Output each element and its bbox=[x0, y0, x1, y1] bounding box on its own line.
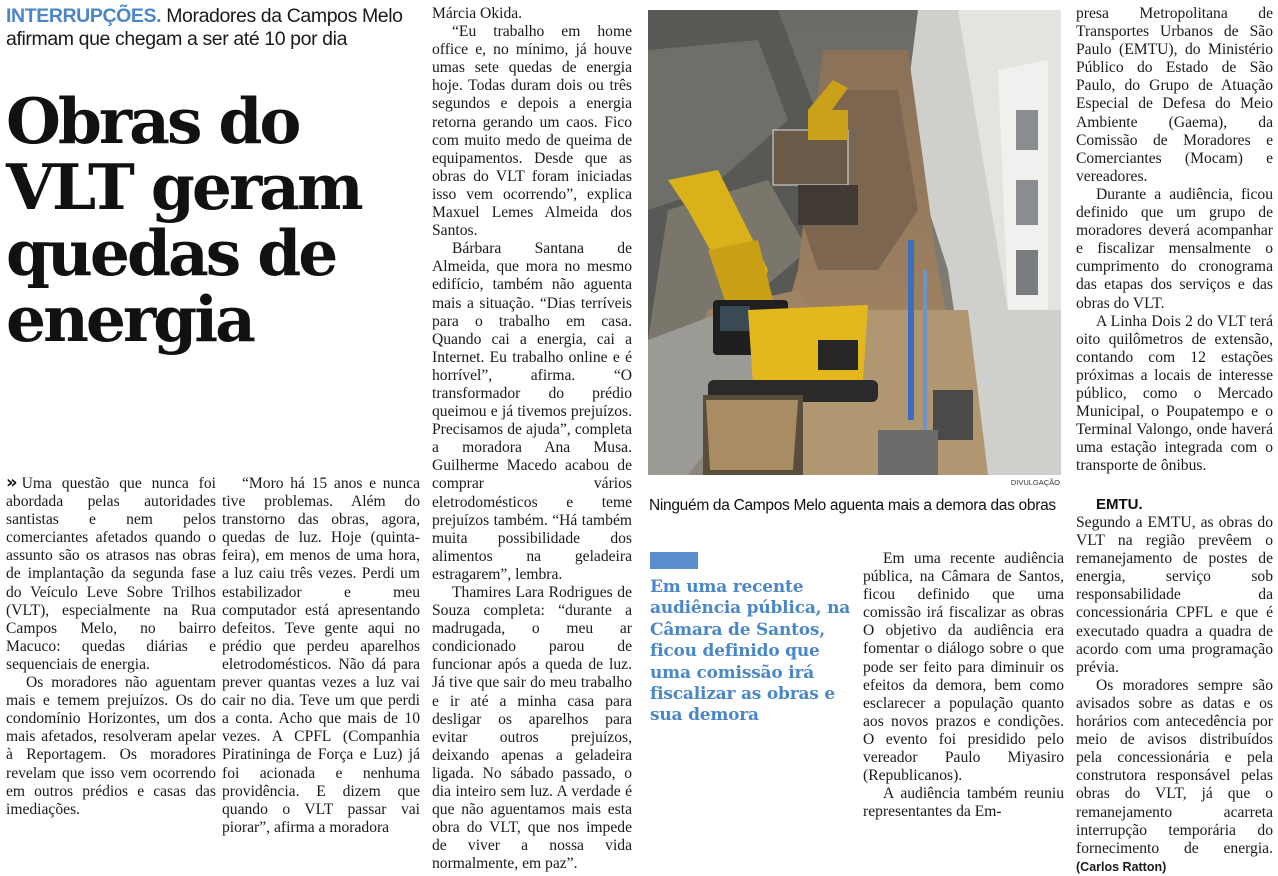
paragraph: Durante a audiência, ficou definido que um grupo de moradores deverá acompanhar e fiscalizar mensalmente o cumprimento do cronograma das etapas dos serviços e das obras do VLT. bbox=[1076, 185, 1273, 312]
headline bbox=[6, 84, 426, 356]
paragraph: Márcia Okida. bbox=[432, 5, 523, 22]
article-column-4 bbox=[863, 550, 1064, 825]
construction-photo bbox=[648, 10, 1061, 475]
headline-line-2: VLT geram bbox=[6, 150, 361, 224]
excavator-street-photo-image bbox=[648, 10, 1061, 475]
paragraph: “Moro há 15 anos e nunca tive problemas. Além do transtorno das obras, agora, quedas de luz. Hoje (quinta-feira), em menos de uma hora, a luz caiu três vezes. Perdi um estabilizador e meu computador está apresentando defeitos. Teve gente aqui no prédio que perdeu aparelhos eletrodomésticos. Não dá para prever quantas vezes a luz vai cair no dia. Teve um que perdi a conta. Acho que mais de 10 vezes. A CPFL (Companhia Piratininga de Força e Luz) já foi acionada e nenhuma providência. E dizem que quando o VLT passar vai piorar”, afirma a moradora bbox=[222, 475, 420, 836]
paragraph: Thamires Lara Rodrigues de Souza completa: “durante a madrugada, o meu ar condicionado parou de funcionar após a queda de luz. Já tive que sair do meu trabalho e ir até a minha casa para desligar os aparelhos para evitar outros prejuízos, deixando apenas a geladeira ligada. No sábado passado, o dia inteiro sem luz. A verdade é que não aguentamos mais esta obra do VLT, que nos impede de viver a nossa vida normalmente, em paz”. bbox=[432, 584, 632, 873]
pullquote: Em uma recente audiência pública, na Câmara de Santos, ficou definido que uma comissão irá fiscalizar as obras e sua demora bbox=[650, 577, 851, 726]
headline-line-1: Obras do bbox=[6, 84, 299, 158]
paragraph: “Eu trabalho em home office e, no mínimo, já houve umas sete quedas de energia hoje. Todas duram dois ou três segundos e depois a energia retorna gerando um caos. Fico com muito medo de queima de equipamentos. Desde que as obras do VLT foram iniciadas isso vem ocorrendo”, explica Maxuel Lemes Almeida dos Santos. bbox=[432, 23, 632, 240]
lead-text: Uma questão que nunca foi abordada pelas autoridades santistas e nem pelos comerciantes afetados quando o assunto são os atrasos nas obras de implantação da segunda fase do Veículo Leve Sobre Trilhos (VLT), especialmente na Rua Campos Melo, no bairro Macuco: quedas diárias e sequenciais de energia. bbox=[6, 475, 216, 673]
kicker-text: Moradores da Campos Melo afirmam que chegam a ser até 10 por dia bbox=[6, 5, 403, 50]
headline-line-3: quedas de bbox=[6, 216, 336, 290]
photo-caption: Ninguém da Campos Melo aguenta mais a demora das obras bbox=[649, 497, 1056, 514]
kicker bbox=[6, 5, 426, 51]
paragraph: A Linha Dois 2 do VLT terá oito quilômetros de extensão, contando com 12 estações próximas a locais de interesse público, como o Mercado Municipal, o Poupatempo e o Terminal Valongo, onde haverá uma estação integrada com o transporte de ônibus. bbox=[1076, 312, 1273, 475]
paragraph: Em uma recente audiência pública, na Câmara de Santos, ficou definido que uma comissão irá fiscalizar as obras O objetivo da audiência era fomentar o diálogo sobre o que pode ser feito para diminuir os efeitos da demora, bem como esclarecer a população quanto aos novos prazos e condições. O evento foi presidido pelo vereador Paulo Miyasiro (Republicanos). bbox=[863, 550, 1064, 785]
paragraph: Os moradores não aguentam mais e temem prejuízos. Os do condomínio Horizontes, um dos mais afetados, resolveram apelar à Reportagem. Os moradores revelam que isso vem ocorrendo em outros prédios e casas das imediações. bbox=[6, 674, 216, 818]
lead-paragraph bbox=[6, 472, 216, 674]
article-column-6 bbox=[1076, 496, 1273, 874]
headline-line-4: energia bbox=[6, 282, 253, 356]
paragraph: Bárbara Santana de Almeida, que mora no mesmo edifício, também não aguenta mais a situação. “Dias terríveis para o trabalho em casa. Quando cai a energia, cai a Internet. Eu trabalho online e é horrível”, afirma. “O transformador do prédio queimou e já tivemos prejuízos. Precisamos de ajuda”, completa a moradora Ana Musa. Guilherme Macedo acabou de comprar vários eletrodomésticos e teme prejuízos também. “Há também muita possibilidade dos alimentos na geladeira estragarem”, lembra. bbox=[432, 240, 632, 583]
section-heading-emtu: EMTU. bbox=[1096, 496, 1143, 513]
photo-credit: DIVULGAÇÃO bbox=[1010, 478, 1060, 487]
bullet-icon: » bbox=[6, 472, 18, 493]
paragraph: presa Metropolitana de Transportes Urbanos de São Paulo (EMTU), do Ministério Público do Estado de São Paulo, do Grupo de Atuação Especial de Defesa do Meio Ambiente (Gaema), da Comissão de Moradores e Comerciantes (Mocam) e vereadores. bbox=[1076, 5, 1273, 185]
article-column-1 bbox=[6, 472, 216, 825]
paragraph: A audiência também reuniu representantes da Em- bbox=[863, 785, 1064, 821]
author-signature: (Carlos Ratton) bbox=[1076, 859, 1167, 874]
pullquote-accent-bar bbox=[650, 552, 698, 569]
kicker-tag: INTERRUPÇÕES. bbox=[6, 5, 162, 27]
paragraph bbox=[1076, 677, 1273, 876]
article-column-3 bbox=[432, 5, 632, 873]
paragraph: Segundo a EMTU, as obras do VLT na região prevêem o remanejamento de postes de energia, serviço sob responsabilidade da concessionária CPFL e que é executado quadra a quadra de acordo com uma programação prévia. bbox=[1076, 514, 1273, 676]
article-column-2 bbox=[222, 475, 420, 836]
paragraph-text: Os moradores sempre são avisados sobre as datas e os horários com antecedência por meio de avisos distribuídos pela concessionária e pela construtora responsável pelas obras do VLT, já que o remanejamento acarreta interrupção temporária do fornecimento de energia. bbox=[1076, 676, 1273, 857]
article-column-5 bbox=[1076, 5, 1273, 475]
